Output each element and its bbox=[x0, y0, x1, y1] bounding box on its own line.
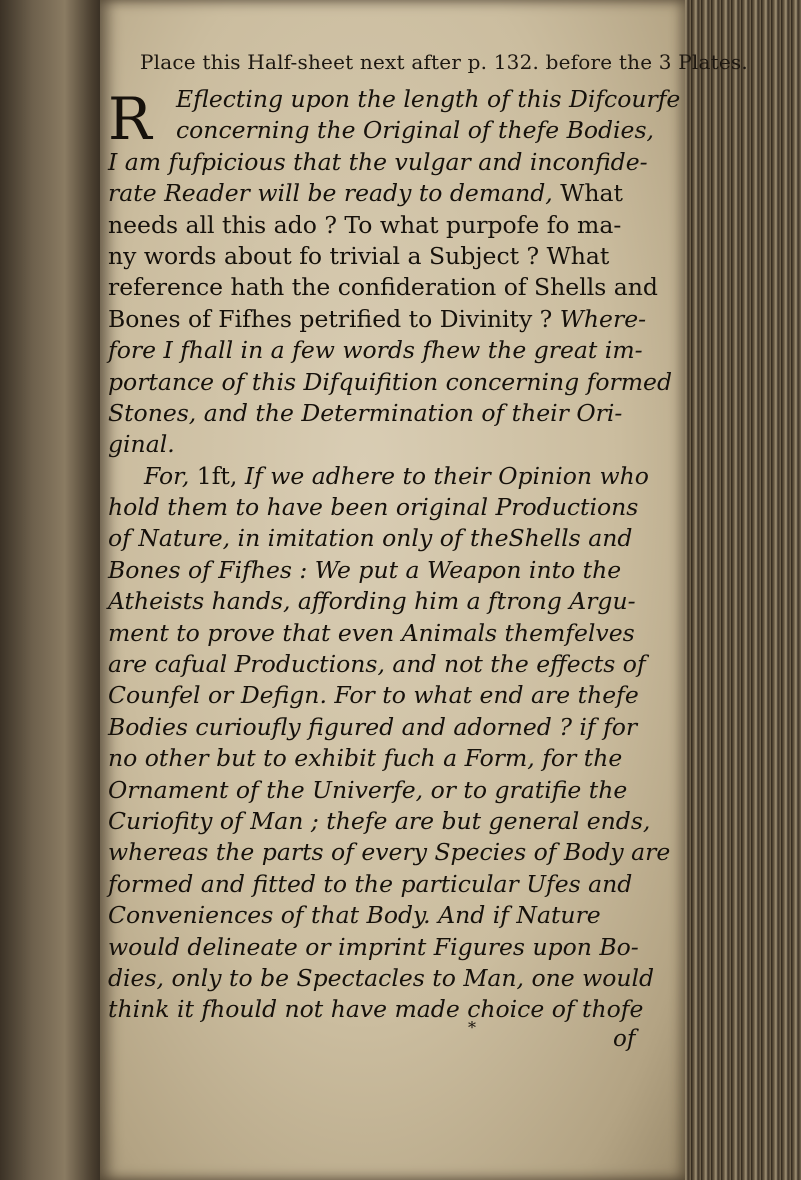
book-page bbox=[100, 0, 748, 1180]
text-run: Eflecting upon the length of this Difcourfe bbox=[176, 85, 681, 113]
text-run: Counfel or Defign. For to what end are thefe bbox=[108, 681, 639, 710]
text-run: Ornament of the Univerfe, or to gratifie the bbox=[108, 775, 628, 804]
text-line bbox=[108, 963, 668, 994]
text-run: If we adhere to their Opinion who bbox=[244, 461, 649, 490]
drop-cap: R bbox=[108, 85, 152, 153]
text-line bbox=[108, 994, 668, 1025]
text-line bbox=[108, 900, 668, 931]
text-line bbox=[108, 775, 668, 806]
text-run: Bodies curioufly figured and adorned ? if for bbox=[108, 712, 638, 741]
text-line bbox=[108, 367, 672, 398]
text-line bbox=[108, 304, 668, 335]
text-run: ny words about fo trivial a Subject ? What bbox=[108, 241, 610, 270]
text-line bbox=[108, 837, 671, 868]
text-run: Curiofity of Man ; thefe are but general ends, bbox=[108, 806, 651, 835]
text-line bbox=[108, 147, 668, 178]
text-run: Bones of Fifhes petrified to Divinity ? bbox=[108, 304, 560, 333]
text-run: needs all this ado ? To what purpofe fo ma- bbox=[108, 210, 622, 239]
text-run: ment to prove that even Animals themfelves bbox=[108, 618, 635, 647]
text-run: rate Reader will be ready to demand, bbox=[108, 179, 561, 208]
left-gutter bbox=[0, 0, 108, 1180]
text-run: whereas the parts of every Species of Body are bbox=[108, 838, 671, 867]
body-text bbox=[108, 84, 681, 1052]
text-line bbox=[108, 743, 668, 774]
text-run: of Nature, in imitation only of theShells and bbox=[108, 524, 633, 553]
text-line bbox=[108, 272, 668, 303]
text-run: For, bbox=[144, 461, 197, 490]
text-run: dies, only to be Spectacles to Man, one would bbox=[108, 963, 655, 992]
text-run: fore I fhall in a few words fhew the great im- bbox=[108, 336, 643, 365]
text-run: Where- bbox=[559, 304, 647, 333]
text-run: Conveniences of that Body. And if Nature bbox=[108, 901, 601, 930]
text-line bbox=[108, 932, 668, 963]
text-run: reference hath the confideration of Shells and bbox=[108, 273, 658, 302]
text-line bbox=[108, 492, 668, 523]
text-line bbox=[108, 115, 668, 146]
text-run: concerning the Original of thefe Bodies, bbox=[176, 116, 654, 145]
text-run: ginal. bbox=[108, 430, 175, 459]
text-line bbox=[108, 84, 681, 115]
text-run: What bbox=[560, 179, 623, 208]
text-line bbox=[108, 210, 668, 241]
text-run: 1ft, bbox=[196, 461, 245, 490]
text-line bbox=[108, 680, 668, 711]
text-line bbox=[108, 649, 668, 680]
text-run: Stones, and the Determination of their Ori- bbox=[108, 398, 623, 427]
text-line bbox=[108, 869, 668, 900]
text-line bbox=[108, 335, 668, 366]
right-page-edge bbox=[681, 0, 801, 1180]
text-run: I am fufpicious that the vulgar and inconfide- bbox=[108, 147, 648, 176]
text-run: Atheists hands, affording him a ftrong Argu- bbox=[108, 587, 636, 616]
text-line bbox=[108, 178, 668, 209]
text-line bbox=[108, 241, 668, 272]
text-run: would delineate or imprint Figures upon Bo- bbox=[108, 932, 639, 961]
text-run: no other but to exhibit fuch a Form, for the bbox=[108, 744, 623, 773]
signature-mark: * bbox=[468, 1018, 476, 1037]
text-line bbox=[108, 461, 668, 492]
text-run: hold them to have been original Productions bbox=[108, 493, 639, 522]
text-line bbox=[108, 618, 668, 649]
text-run: think it fhould not have made choice of thofe bbox=[108, 995, 644, 1024]
text-run: Bones of Fifhes : We put a Weapon into the bbox=[108, 555, 622, 584]
text-line bbox=[108, 429, 668, 460]
text-line bbox=[108, 586, 668, 617]
text-line bbox=[108, 712, 668, 743]
text-line bbox=[108, 555, 668, 586]
text-line bbox=[108, 398, 668, 429]
text-run: are cafual Productions, and not the effects of bbox=[108, 650, 646, 679]
catchword: of bbox=[613, 1026, 636, 1052]
text-run: portance of this Difquifition concerning formed bbox=[108, 367, 672, 396]
text-run: formed and fitted to the particular Ufes and bbox=[108, 869, 633, 898]
text-line bbox=[108, 523, 668, 554]
text-line bbox=[108, 806, 668, 837]
placement-note: Place this Half-sheet next after p. 132. before the 3 Plates. bbox=[140, 50, 748, 74]
